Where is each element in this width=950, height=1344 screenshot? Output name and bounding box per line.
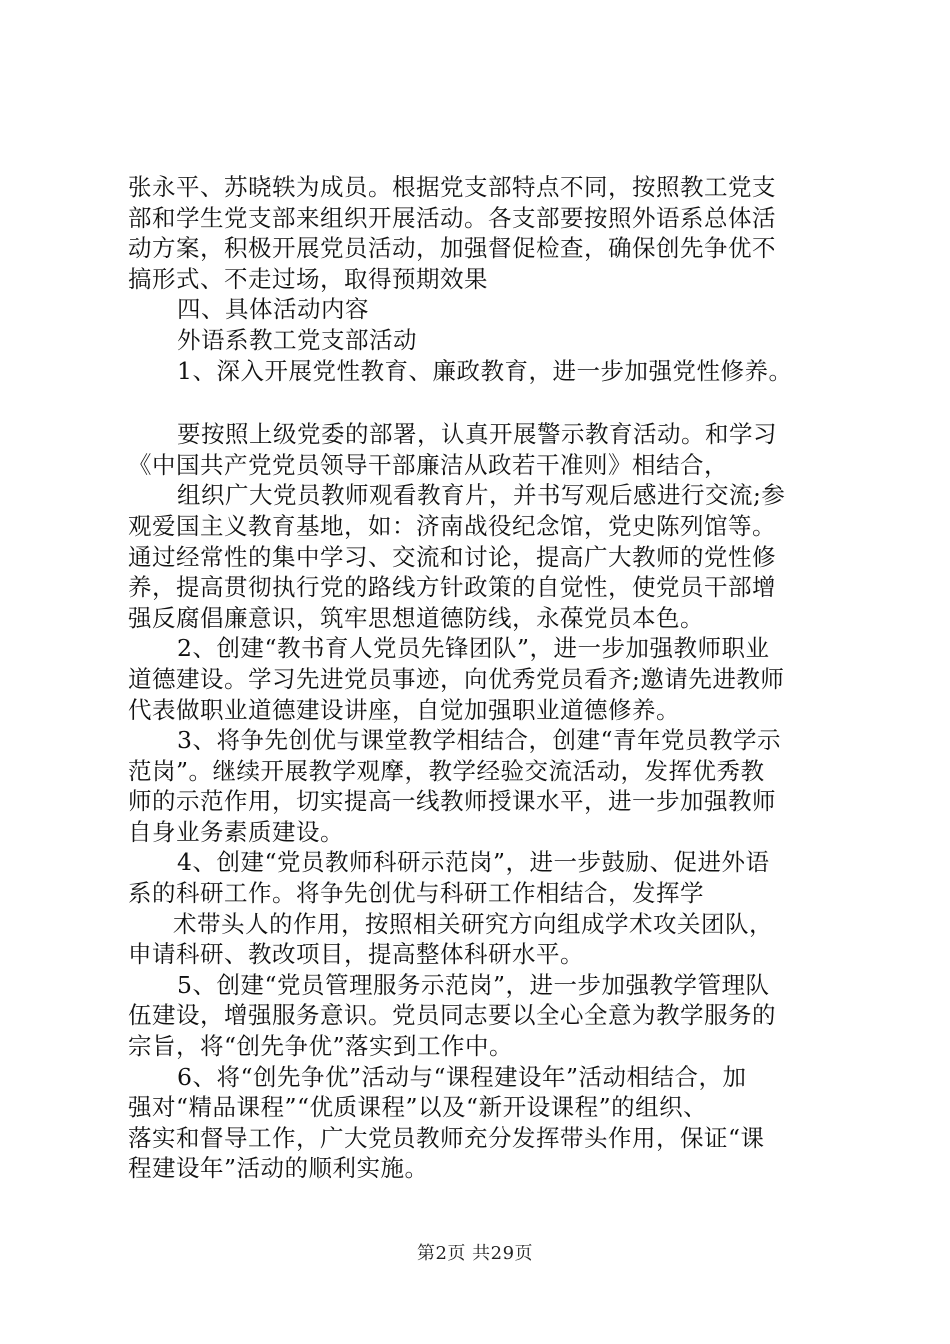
text-line: 落实和督导工作，广大党员教师充分发挥带头作用，保证“课 (128, 1123, 765, 1152)
text-line: 术带头人的作用，按照相关研究方向组成学术攻关团队， (173, 909, 773, 938)
text-line: 动方案，积极开展党员活动，加强督促检查，确保创先争优不 (128, 234, 776, 263)
text-line: 4、创建“党员教师科研示范岗”，进一步鼓励、促进外语 (177, 848, 770, 877)
text-line: 范岗”。继续开展教学观摩，教学经验交流活动，发挥优秀教 (128, 756, 765, 785)
text-line: 申请科研、教改项目，提高整体科研水平。 (128, 940, 584, 969)
text-line: 伍建设，增强服务意识。党员同志要以全心全意为教学服务的 (128, 1001, 776, 1030)
text-line: 程建设年”活动的顺利实施。 (128, 1154, 429, 1183)
section-heading: 四、具体活动内容 (177, 295, 369, 324)
text-line: 3、将争先创优与课堂教学相结合，创建“青年党员教学示 (177, 726, 781, 755)
paragraph-gap (128, 386, 828, 419)
text-line: 搞形式、不走过场，取得预期效果 (128, 264, 488, 293)
text-line: 强对“精品课程”“优质课程”以及“新开设课程”的组织、 (128, 1093, 708, 1122)
text-line: 系的科研工作。将争先创优与科研工作相结合，发挥学 (128, 879, 704, 908)
text-line: 5、创建“党员管理服务示范岗”，进一步加强教学管理队 (177, 970, 770, 999)
text-line: 张永平、苏晓轶为成员。根据党支部特点不同，按照教工党支 (128, 173, 776, 201)
text-line: 《中国共产党党员领导干部廉洁从政若干准则》相结合， (128, 450, 728, 479)
text-line: 宗旨，将“创先争优”落实到工作中。 (128, 1032, 514, 1061)
text-line: 自身业务素质建设。 (128, 817, 344, 846)
page-number-footer: 第2页 共29页 (416, 1243, 534, 1264)
subsection-heading: 外语系教工党支部活动 (177, 325, 417, 354)
text-line: 师的示范作用，切实提高一线教师授课水平，进一步加强教师 (128, 787, 776, 816)
text-line: 组织广大党员教师观看教育片，并书写观后感进行交流;参 (177, 481, 786, 510)
document-body (128, 172, 828, 1184)
text-line: 6、将“创先争优”活动与“课程建设年”活动相结合，加 (177, 1062, 747, 1091)
text-line: 代表做职业道德建设讲座，自觉加强职业道德修养。 (128, 695, 680, 724)
text-line: 观爱国主义教育基地，如：济南战役纪念馆，党史陈列馆等。 (128, 511, 776, 540)
text-line: 要按照上级党委的部署，认真开展警示教育活动。和学习 (177, 420, 777, 449)
text-line: 强反腐倡廉意识，筑牢思想道德防线，永葆党员本色。 (128, 603, 704, 632)
text-line: 部和学生党支部来组织开展活动。各支部要按照外语系总体活 (128, 203, 776, 232)
text-line: 道德建设。学习先进党员事迹，向优秀党员看齐;邀请先进教师 (128, 664, 785, 693)
text-line: 通过经常性的集中学习、交流和讨论，提高广大教师的党性修 (128, 542, 776, 571)
text-line: 养，提高贯彻执行党的路线方针政策的自觉性，使党员干部增 (128, 573, 776, 602)
text-line: 2、创建“教书育人党员先锋团队”，进一步加强教师职业 (177, 634, 770, 663)
item-heading: 1、深入开展党性教育、廉政教育，进一步加强党性修养。 (177, 356, 793, 385)
